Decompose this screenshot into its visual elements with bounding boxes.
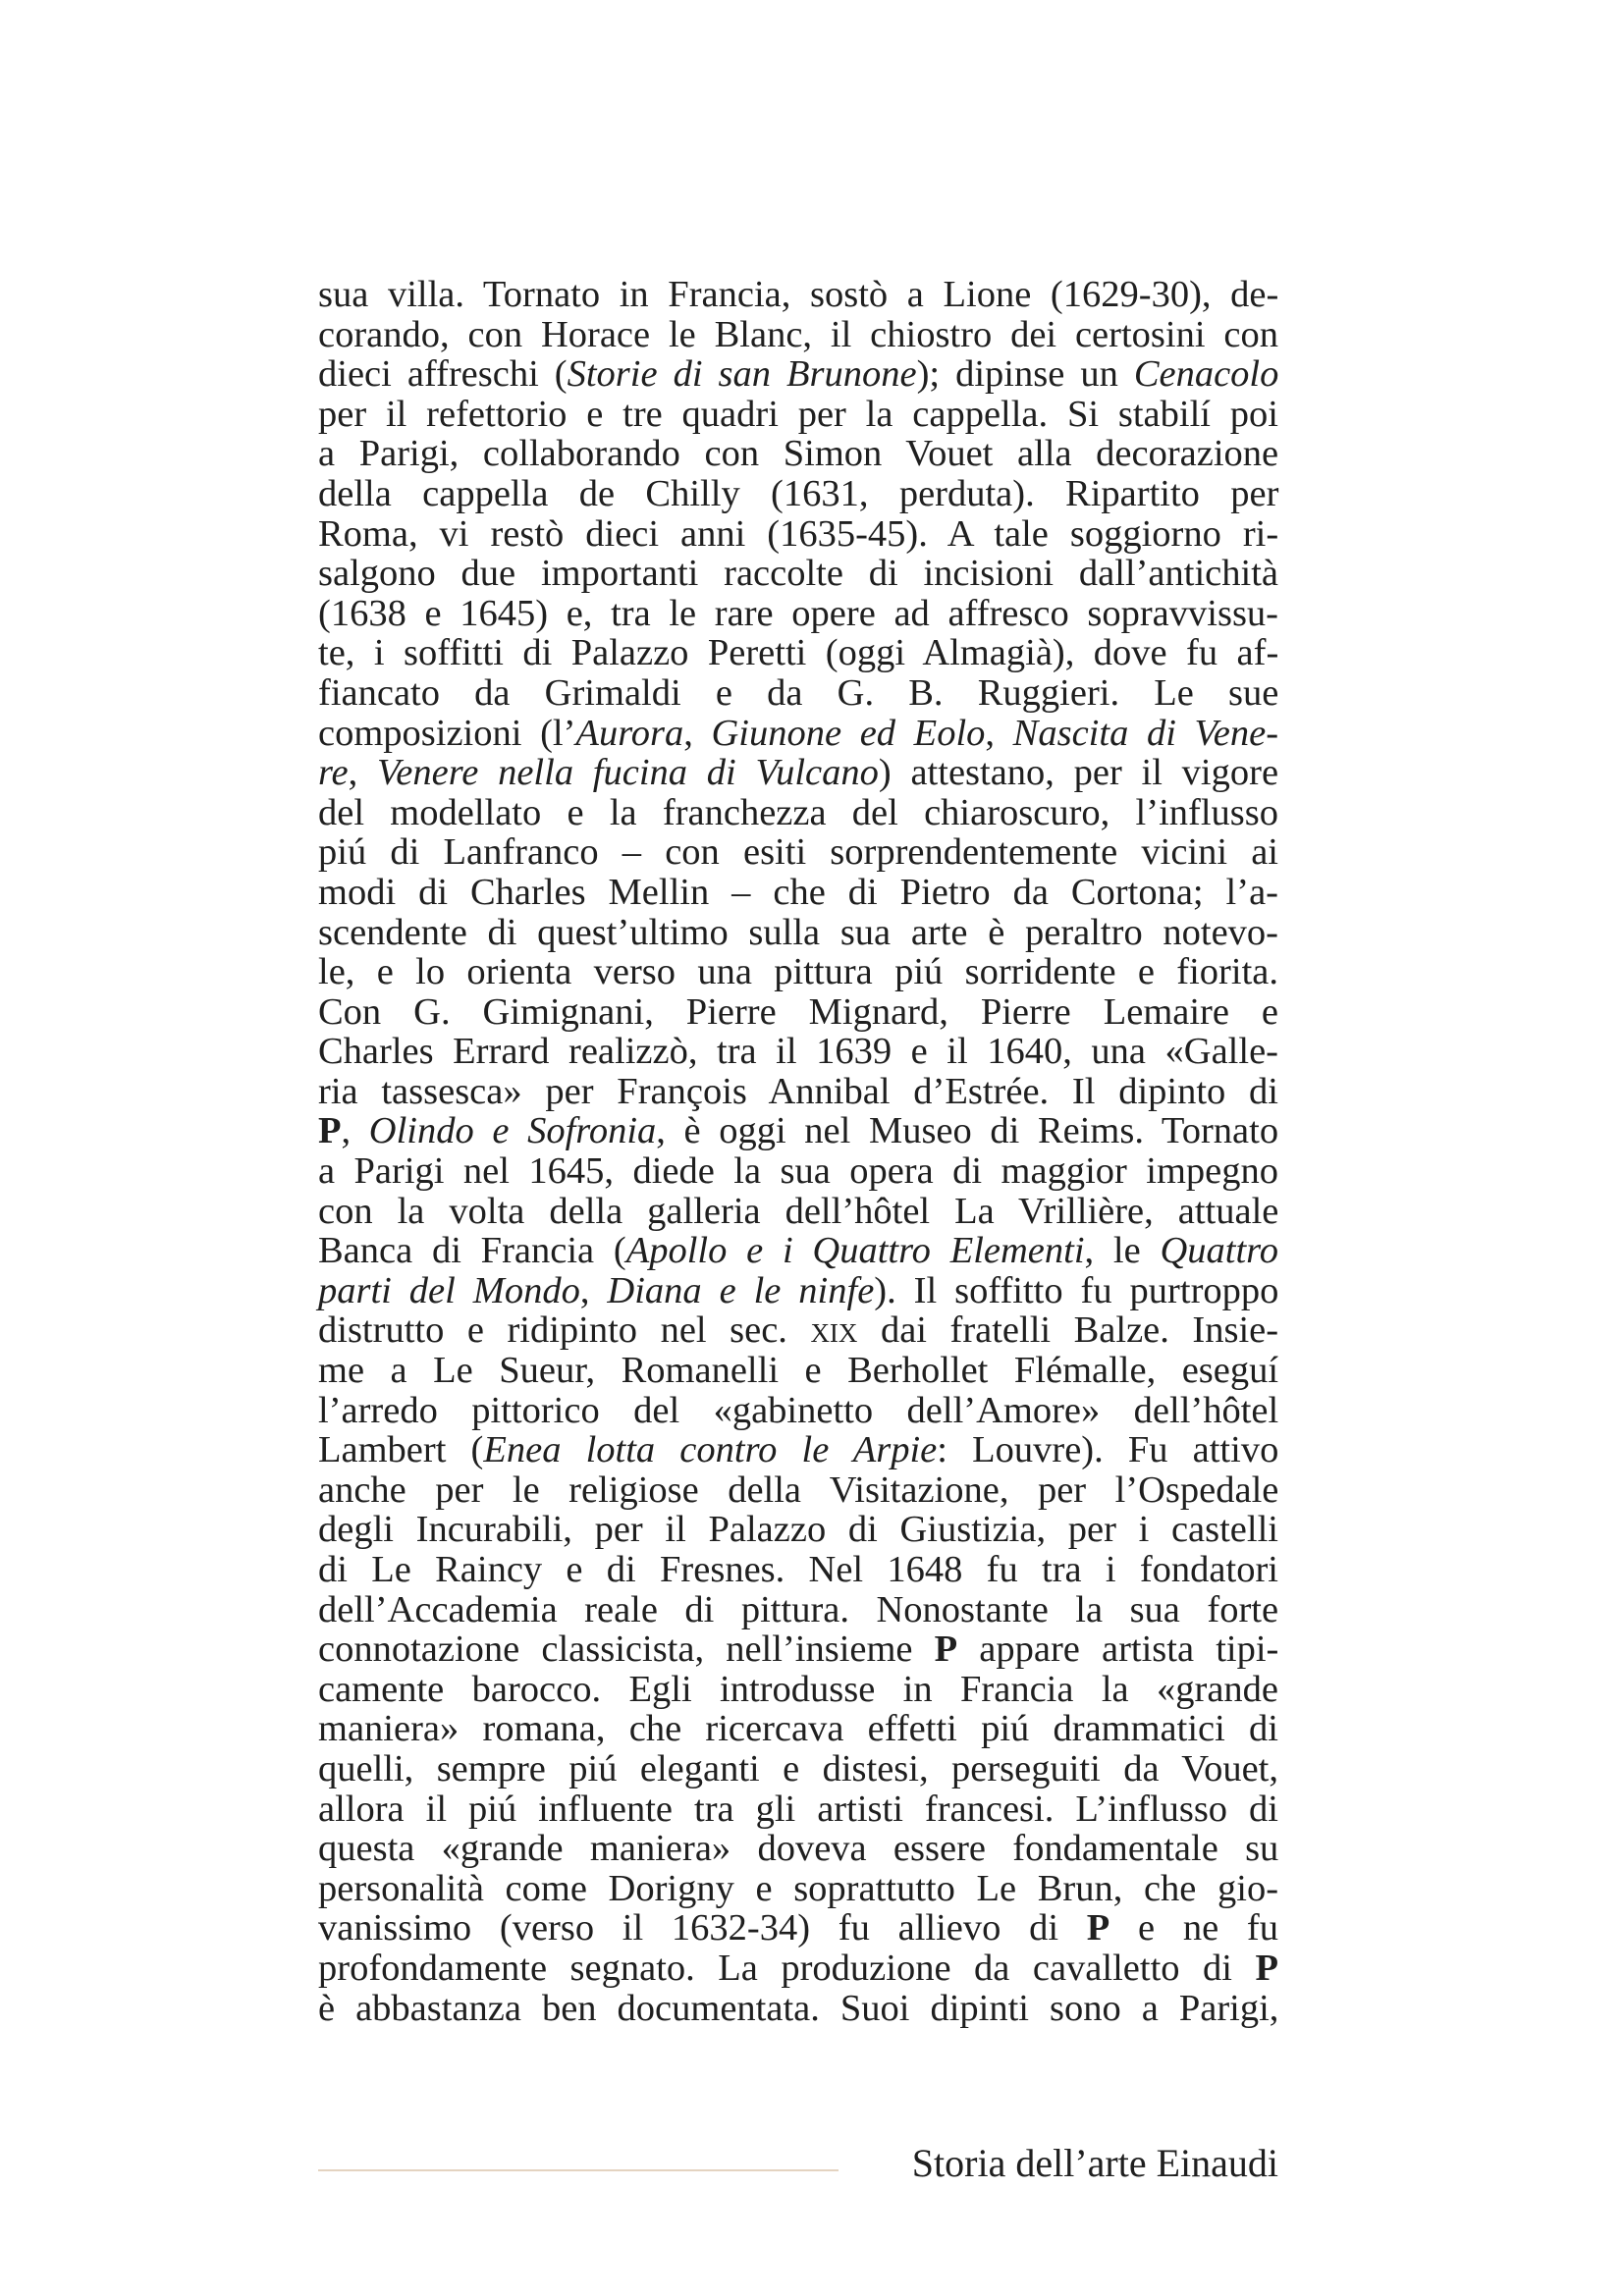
text-run: della cappella de Chilly (1631, perduta). Ripartito per <box>318 472 1279 514</box>
text-run: e ne fu <box>1109 1907 1278 1949</box>
bold-initial: P <box>1086 1907 1110 1949</box>
text-line <box>318 1192 1278 1232</box>
bold-initial: P <box>934 1629 958 1671</box>
text-run: le, e lo orienta verso una pittura piú sorridente e fiorita. <box>318 951 1278 993</box>
text-line <box>318 1032 1278 1072</box>
text-run: Banca di Francia ( <box>318 1230 626 1272</box>
text-line <box>318 1829 1278 1869</box>
text-line <box>318 434 1278 474</box>
text-line <box>318 1550 1278 1590</box>
italic-title: Diana e le ninfe <box>607 1269 875 1311</box>
text-line <box>318 354 1278 395</box>
body-text <box>318 275 1278 2028</box>
text-run: ria tassesca» per François Annibal d’Estrée. Il dipinto di <box>318 1070 1278 1112</box>
text-line <box>318 1709 1278 1749</box>
italic-title: Aurora <box>575 712 684 754</box>
text-run: connotazione classicista, nell’insieme <box>318 1629 935 1671</box>
text-run: xix <box>810 1309 858 1352</box>
text-run: degli Incurabili, per il Palazzo di Giustizia, per i castelli <box>318 1509 1278 1551</box>
text-line <box>318 1510 1278 1550</box>
text-line <box>318 514 1278 555</box>
text-run: dell’Accademia reale di pittura. Nonostante la sua forte <box>318 1588 1279 1630</box>
text-line <box>318 1231 1278 1271</box>
italic-title: re <box>318 752 349 794</box>
text-run: Charles Errard realizzò, tra il 1639 e il 1640, una «Galle- <box>318 1031 1278 1073</box>
text-line <box>318 275 1278 315</box>
text-run: , <box>985 712 1013 754</box>
text-run: ); dipinse un <box>916 353 1134 396</box>
text-run: , è oggi nel Museo di Reims. Tornato <box>656 1110 1279 1152</box>
text-run: quelli, sempre piú eleganti e distesi, perseguiti da Vouet, <box>318 1747 1278 1789</box>
text-line <box>318 1749 1278 1789</box>
text-run: profondamente segnato. La produzione da cavalletto di <box>318 1947 1256 1989</box>
text-line <box>318 1908 1278 1949</box>
text-line <box>318 1629 1278 1670</box>
text-line <box>318 1789 1278 1830</box>
text-run: per il refettorio e tre quadri per la cappella. Si stabilí poi <box>318 393 1278 435</box>
text-run: corando, con Horace le Blanc, il chiostro dei certosini con <box>318 313 1278 355</box>
bold-initial: P <box>318 1110 342 1152</box>
italic-title: Giunone ed Eolo <box>711 712 986 754</box>
text-run: maniera» romana, che ricercava effetti piú drammatici di <box>318 1708 1278 1750</box>
text-line <box>318 832 1278 873</box>
text-run: appare artista tipi- <box>957 1629 1279 1671</box>
text-line <box>318 554 1278 594</box>
text-line <box>318 1989 1278 2029</box>
text-run: è abbastanza ben documentata. Suoi dipinti sono a Parigi, <box>318 1987 1279 2029</box>
text-line <box>318 793 1278 833</box>
text-line <box>318 673 1278 714</box>
italic-title: Cenacolo <box>1133 353 1279 396</box>
text-run: Lambert ( <box>318 1429 484 1471</box>
text-run: , <box>683 712 712 754</box>
italic-title: Storie di san Brunone <box>567 353 917 396</box>
text-line <box>318 1391 1278 1431</box>
text-run: camente barocco. Egli introdusse in Francia la «grande <box>318 1668 1278 1710</box>
text-run: modi di Charles Mellin – che di Pietro da Cortona; l’a- <box>318 871 1278 913</box>
footer-rule <box>318 2169 839 2171</box>
text-line <box>318 1670 1278 1710</box>
text-run: piú di Lanfranco – con esiti sorprendentemente vicini ai <box>318 831 1278 874</box>
text-run: salgono due importanti raccolte di incisioni dall’antichità <box>318 553 1278 595</box>
text-run: (1638 e 1645) e, tra le rare opere ad affresco sopravvissu- <box>318 592 1278 634</box>
text-line <box>318 594 1278 634</box>
text-line <box>318 395 1278 435</box>
text-run: , le <box>1084 1230 1161 1272</box>
text-line <box>318 474 1278 514</box>
italic-title: Enea lotta contro le Arpie <box>483 1429 938 1471</box>
text-line <box>318 714 1278 754</box>
text-line <box>318 1470 1278 1511</box>
text-run: questa «grande maniera» doveva essere fondamentale su <box>318 1828 1279 1870</box>
text-line <box>318 1590 1278 1630</box>
text-line <box>318 913 1278 953</box>
text-run: anche per le religiose della Visitazione, per l’Ospedale <box>318 1468 1279 1511</box>
text-run: , <box>341 1110 369 1152</box>
text-line <box>318 873 1278 913</box>
text-run: , <box>579 1269 608 1311</box>
text-line <box>318 1111 1278 1151</box>
italic-title: parti del Mondo <box>318 1269 580 1311</box>
text-run: vanissimo (verso il 1632-34) fu allievo di <box>318 1907 1087 1949</box>
text-run: dai fratelli Balze. Insie- <box>857 1309 1279 1352</box>
text-line <box>318 1271 1278 1311</box>
bold-initial: P <box>1255 1947 1278 1989</box>
text-line <box>318 1430 1278 1470</box>
text-run: di Le Raincy e di Fresnes. Nel 1648 fu tra i fondatori <box>318 1549 1278 1590</box>
text-line <box>318 952 1278 992</box>
text-line <box>318 1310 1278 1351</box>
italic-title: Nascita di Vene- <box>1012 712 1279 754</box>
text-run: : Louvre). Fu attivo <box>937 1429 1279 1471</box>
italic-title: Apollo e i Quattro Elementi <box>625 1230 1085 1272</box>
text-run: ). Il soffitto fu purtroppo <box>874 1269 1279 1311</box>
text-run: scendente di quest’ultimo sulla sua arte è peraltro notevo- <box>318 911 1278 953</box>
text-run: personalità come Dorigny e soprattutto Le Brun, che gio- <box>318 1867 1279 1909</box>
text-run: sua villa. Tornato in Francia, sostò a Lione (1629-30), de- <box>318 274 1279 315</box>
text-run: fiancato da Grimaldi e da G. B. Ruggieri. Le sue <box>318 671 1279 714</box>
text-run: Roma, vi restò dieci anni (1635-45). A tale soggiorno ri- <box>318 512 1279 555</box>
text-run: dieci affreschi ( <box>318 353 568 396</box>
text-run: te, i soffitti di Palazzo Peretti (oggi Almagià), dove fu af- <box>318 632 1279 674</box>
text-line <box>318 1351 1278 1391</box>
text-run: a Parigi, collaborando con Simon Vouet alla decorazione <box>318 433 1279 475</box>
text-line <box>318 1151 1278 1192</box>
text-line <box>318 1072 1278 1112</box>
text-run: , <box>348 752 378 794</box>
text-line <box>318 1869 1278 1909</box>
footer-title: Storia dell’arte Einaudi <box>911 2141 1278 2185</box>
text-line <box>318 753 1278 793</box>
text-run: l’arredo pittorico del «gabinetto dell’Amore» dell’hôtel <box>318 1389 1279 1431</box>
text-run: composizioni (l’ <box>318 712 576 754</box>
text-run: distrutto e ridipinto nel sec. <box>318 1309 811 1352</box>
italic-title: Olindo e Sofronia <box>368 1110 657 1152</box>
text-run: a Parigi nel 1645, diede la sua opera di maggior impegno <box>318 1150 1278 1193</box>
italic-title: Quattro <box>1160 1230 1278 1272</box>
text-line <box>318 1949 1278 1989</box>
text-run: allora il piú influente tra gli artisti francesi. L’influsso di <box>318 1788 1278 1830</box>
text-run: con la volta della galleria dell’hôtel La Vrillière, attuale <box>318 1190 1279 1232</box>
text-run: Con G. Gimignani, Pierre Mignard, Pierre Lemaire e <box>318 990 1278 1033</box>
italic-title: Venere nella fucina di Vulcano <box>377 752 879 794</box>
text-line <box>318 315 1278 355</box>
text-run: me a Le Sueur, Romanelli e Berhollet Flémalle, eseguí <box>318 1350 1279 1392</box>
text-run: del modellato e la franchezza del chiaroscuro, l’influsso <box>318 791 1278 833</box>
text-line <box>318 633 1278 673</box>
text-run: ) attestano, per il vigore <box>878 752 1279 794</box>
text-line <box>318 992 1278 1033</box>
